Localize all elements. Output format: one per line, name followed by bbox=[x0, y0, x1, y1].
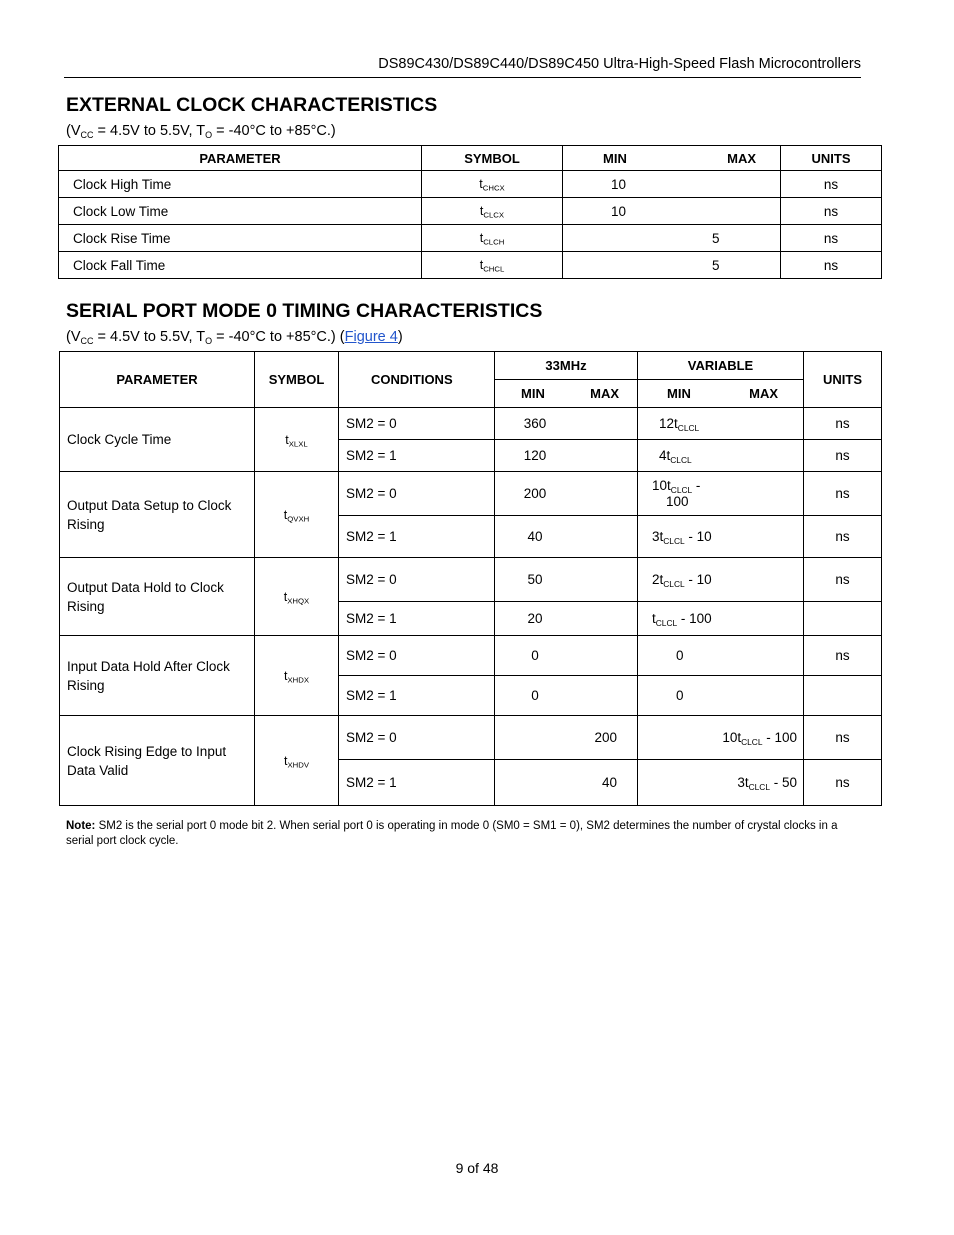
cell-condition: SM2 = 0 bbox=[339, 636, 495, 676]
cell-max: 40 bbox=[601, 775, 617, 790]
cell-min-max bbox=[563, 171, 781, 198]
section-conditions bbox=[66, 122, 336, 140]
cond-text: (V bbox=[66, 329, 81, 345]
cell-parameter: Output Data Hold to Clock Rising bbox=[60, 558, 255, 636]
cell-condition: SM2 = 0 bbox=[339, 408, 495, 440]
cond-sub: CC bbox=[80, 130, 94, 141]
cell-parameter: Clock Low Time bbox=[59, 198, 422, 225]
cond-text: = 4.5V to 5.5V, T bbox=[93, 329, 206, 345]
page-header bbox=[64, 55, 861, 78]
cond-sub: O bbox=[205, 130, 213, 141]
table-row bbox=[59, 171, 882, 198]
cell-units bbox=[804, 676, 882, 716]
cell-variable bbox=[638, 558, 804, 602]
var-max-text: 10t bbox=[722, 730, 742, 745]
var-min-text: 0 bbox=[676, 687, 684, 703]
cell-variable bbox=[638, 636, 804, 676]
header-units: UNITS bbox=[781, 146, 882, 171]
cell-symbol: $t_{XLXL}$ bbox=[255, 408, 339, 472]
cell-33mhz bbox=[495, 760, 638, 806]
cell-min: 200 bbox=[523, 486, 547, 501]
cell-33mhz bbox=[495, 676, 638, 716]
var-min-sub: CLCL bbox=[663, 535, 685, 546]
cell-condition: SM2 = 1 bbox=[339, 516, 495, 558]
cell-variable bbox=[638, 408, 804, 440]
table-row bbox=[60, 716, 882, 760]
header-min-max bbox=[563, 146, 781, 171]
cell-min: 120 bbox=[523, 448, 547, 463]
cell-variable bbox=[638, 760, 804, 806]
cell-symbol: $t_{QVXH}$ bbox=[255, 472, 339, 558]
cell-units: ns bbox=[804, 472, 882, 516]
var-min-text: - 10 bbox=[684, 528, 712, 544]
cell-variable bbox=[638, 472, 804, 516]
header-variable: VARIABLE bbox=[638, 352, 804, 380]
var-min-text: 2t bbox=[652, 571, 664, 587]
header-parameter: PARAMETER bbox=[60, 352, 255, 408]
cell-min: 10 bbox=[611, 176, 627, 192]
var-min-sub: CLCL bbox=[670, 454, 692, 465]
var-min-sub: CLCL bbox=[663, 578, 685, 589]
cond-sub: CC bbox=[80, 336, 94, 347]
header-min: MIN bbox=[667, 386, 691, 401]
header-variable-minmax bbox=[638, 380, 804, 408]
cell-condition: SM2 = 0 bbox=[339, 716, 495, 760]
cell-units: ns bbox=[781, 171, 882, 198]
cell-units: ns bbox=[804, 408, 882, 440]
cell-min: 40 bbox=[527, 529, 543, 544]
section-title-serial-port: SERIAL PORT MODE 0 TIMING CHARACTERISTICS bbox=[66, 300, 543, 322]
cell-symbol: $t_{XHDX}$ bbox=[255, 636, 339, 716]
note-label: Note: bbox=[66, 820, 96, 832]
section-title-external-clock: EXTERNAL CLOCK CHARACTERISTICS bbox=[66, 94, 438, 116]
var-min-text: 100 bbox=[666, 493, 689, 509]
cell-33mhz bbox=[495, 602, 638, 636]
cell-symbol: $t_{CHCX}$ bbox=[422, 171, 563, 198]
cell-variable bbox=[638, 516, 804, 558]
cell-parameter: Output Data Setup to Clock Rising bbox=[60, 472, 255, 558]
cell-parameter: Input Data Hold After Clock Rising bbox=[60, 636, 255, 716]
table-row bbox=[59, 225, 882, 252]
cell-symbol: $t_{XHDV}$ bbox=[255, 716, 339, 806]
cell-parameter: Clock High Time bbox=[59, 171, 422, 198]
cell-units: ns bbox=[781, 252, 882, 279]
cell-min-max bbox=[563, 198, 781, 225]
cell-units: ns bbox=[781, 225, 882, 252]
cell-units: ns bbox=[804, 440, 882, 472]
var-max-sub: CLCL bbox=[748, 781, 770, 792]
var-min-text: t bbox=[652, 610, 656, 626]
cell-variable bbox=[638, 676, 804, 716]
header-max: MAX bbox=[727, 150, 756, 166]
serial-port-timing-table bbox=[59, 351, 882, 806]
cell-condition: SM2 = 1 bbox=[339, 602, 495, 636]
cond-text: ) bbox=[397, 329, 403, 345]
cell-symbol: $t_{CLCH}$ bbox=[422, 225, 563, 252]
document-title: DS89C430/DS89C440/DS89C450 Ultra-High-Speed Flash Microcontrollers bbox=[378, 56, 861, 72]
var-min-text: 0 bbox=[676, 647, 684, 663]
var-max-text: 3t bbox=[737, 775, 749, 790]
cond-text: = -40°C to +85°C.) bbox=[212, 123, 336, 139]
cell-condition: SM2 = 0 bbox=[339, 558, 495, 602]
cell-min-max bbox=[563, 225, 781, 252]
cell-variable bbox=[638, 440, 804, 472]
header-symbol: SYMBOL bbox=[255, 352, 339, 408]
cell-units: ns bbox=[781, 198, 882, 225]
cell-condition: SM2 = 1 bbox=[339, 676, 495, 716]
cell-max: 5 bbox=[712, 257, 720, 273]
cell-33mhz bbox=[495, 636, 638, 676]
cell-max bbox=[712, 204, 780, 219]
header-33mhz-minmax bbox=[495, 380, 638, 408]
cell-33mhz bbox=[495, 558, 638, 602]
section-conditions bbox=[66, 328, 403, 346]
cell-min: 20 bbox=[527, 611, 543, 626]
cell-units: ns bbox=[804, 636, 882, 676]
table-header-row bbox=[60, 352, 882, 380]
var-max-sub: CLCL bbox=[741, 736, 763, 747]
var-max-text: - 50 bbox=[769, 775, 797, 790]
cell-min: 0 bbox=[531, 648, 539, 663]
cell-symbol: $t_{XHQX}$ bbox=[255, 558, 339, 636]
cond-sub: O bbox=[205, 336, 213, 347]
header-33mhz: 33MHz bbox=[495, 352, 638, 380]
cell-min: 50 bbox=[527, 572, 543, 587]
header-max: MAX bbox=[749, 386, 778, 401]
cell-units: ns bbox=[804, 716, 882, 760]
cell-units: ns bbox=[804, 516, 882, 558]
cond-text: = 4.5V to 5.5V, T bbox=[93, 123, 206, 139]
cell-min bbox=[611, 231, 671, 246]
header-parameter: PARAMETER bbox=[59, 146, 422, 171]
cell-33mhz bbox=[495, 716, 638, 760]
table-note bbox=[66, 819, 856, 849]
var-max-text: - 100 bbox=[762, 730, 797, 745]
cell-min: 10 bbox=[611, 203, 627, 219]
header-min: MIN bbox=[521, 386, 545, 401]
page-number: 9 of 48 bbox=[455, 1160, 499, 1176]
cell-max: 5 bbox=[712, 230, 720, 246]
table-row bbox=[59, 198, 882, 225]
table-row bbox=[60, 408, 882, 440]
cell-parameter: Clock Fall Time bbox=[59, 252, 422, 279]
cond-text: (V bbox=[66, 123, 81, 139]
cell-33mhz bbox=[495, 472, 638, 516]
header-units: UNITS bbox=[804, 352, 882, 408]
table-row bbox=[60, 472, 882, 516]
cell-33mhz bbox=[495, 408, 638, 440]
var-min-text: 12t bbox=[659, 415, 678, 431]
cell-min: 360 bbox=[523, 416, 547, 431]
figure-4-link[interactable]: Figure 4 bbox=[344, 329, 398, 345]
var-min-text: 4t bbox=[659, 447, 671, 463]
var-min-sub: CLCL bbox=[655, 617, 678, 628]
table-row bbox=[60, 636, 882, 676]
cell-max bbox=[712, 177, 780, 192]
var-min-text: - bbox=[692, 477, 701, 493]
var-min-sub: CLCL bbox=[677, 422, 700, 433]
cell-condition: SM2 = 1 bbox=[339, 760, 495, 806]
cell-variable bbox=[638, 602, 804, 636]
note-text: SM2 is the serial port 0 mode bit 2. When serial port 0 is operating in mode 0 (SM0 = SM1 = 0), SM2 determines the number of crystal clocks in a serial port clock cycle. bbox=[66, 820, 838, 847]
cell-units bbox=[804, 602, 882, 636]
var-min-text: - 10 bbox=[684, 571, 712, 587]
cell-variable bbox=[638, 716, 804, 760]
cell-33mhz bbox=[495, 516, 638, 558]
cell-parameter: Clock Cycle Time bbox=[60, 408, 255, 472]
cell-symbol: $t_{CLCX}$ bbox=[422, 198, 563, 225]
cell-condition: SM2 = 0 bbox=[339, 472, 495, 516]
table-row bbox=[59, 252, 882, 279]
header-min: MIN bbox=[603, 150, 627, 166]
cell-units: ns bbox=[804, 760, 882, 806]
cell-units: ns bbox=[804, 558, 882, 602]
cell-min-max bbox=[563, 252, 781, 279]
cell-parameter: Clock Rise Time bbox=[59, 225, 422, 252]
var-min-sub: CLCL bbox=[670, 484, 693, 495]
cell-symbol: $t_{CHCL}$ bbox=[422, 252, 563, 279]
var-min-text: - 100 bbox=[677, 610, 712, 626]
header-conditions: CONDITIONS bbox=[339, 352, 495, 408]
header-max: MAX bbox=[590, 386, 619, 401]
table-row bbox=[60, 558, 882, 602]
header-symbol: SYMBOL bbox=[422, 146, 563, 171]
cond-text: = -40°C to +85°C.) ( bbox=[212, 329, 345, 345]
var-min-text: 3t bbox=[652, 528, 664, 544]
table-header-row bbox=[59, 146, 882, 171]
cell-min: 0 bbox=[531, 688, 539, 703]
cell-33mhz bbox=[495, 440, 638, 472]
cell-max: 200 bbox=[594, 730, 617, 745]
external-clock-table bbox=[58, 145, 882, 279]
cell-parameter: Clock Rising Edge to Input Data Valid bbox=[60, 716, 255, 806]
var-min-text: 10t bbox=[652, 477, 671, 493]
cell-min bbox=[611, 258, 671, 273]
cell-condition: SM2 = 1 bbox=[339, 440, 495, 472]
